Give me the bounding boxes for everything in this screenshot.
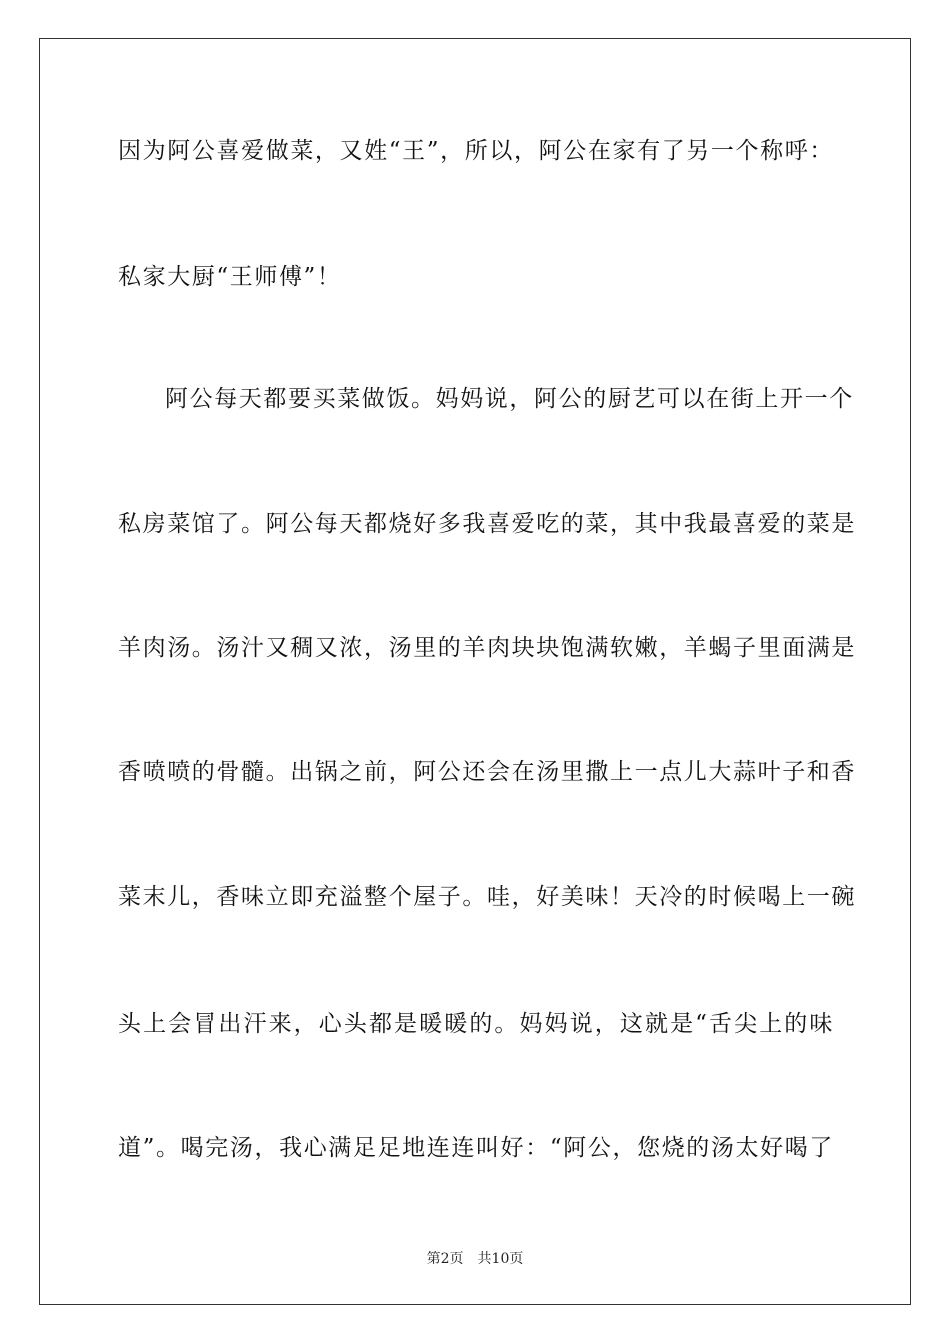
page-number: 第2页 [426,1251,464,1267]
text-line-1: 因为阿公喜爱做菜，又姓“王”，所以，阿公在家有了另一个称呼： [118,138,834,164]
text-line-6: 香喷喷的骨髓。出锅之前，阿公还会在汤里撒上一点儿大蒜叶子和香 [118,759,856,785]
page-total: 共10页 [477,1251,524,1267]
text-line-8: 头上会冒出汗来，心头都是暖暖的。妈妈说，这就是“舌尖上的味 [118,1011,834,1037]
page-border [39,38,911,1305]
text-line-5: 羊肉汤。汤汁又稠又浓，汤里的羊肉块块饱满软嫩，羊蝎子里面满是 [118,635,856,661]
text-line-9: 道”。喝完汤，我心满足足地连连叫好：“阿公，您烧的汤太好喝了 [118,1135,834,1161]
text-line-3: 阿公每天都要买菜做饭。妈妈说，阿公的厨艺可以在街上开一个 [165,386,854,412]
text-line-4: 私房菜馆了。阿公每天都烧好多我喜爱吃的菜，其中我最喜爱的菜是 [118,511,856,537]
text-line-2: 私家大厨“王师傅”！ [118,264,342,290]
page-footer [0,1248,950,1268]
text-line-7: 菜末儿，香味立即充溢整个屋子。哇，好美味！天冷的时候喝上一碗 [118,884,856,910]
